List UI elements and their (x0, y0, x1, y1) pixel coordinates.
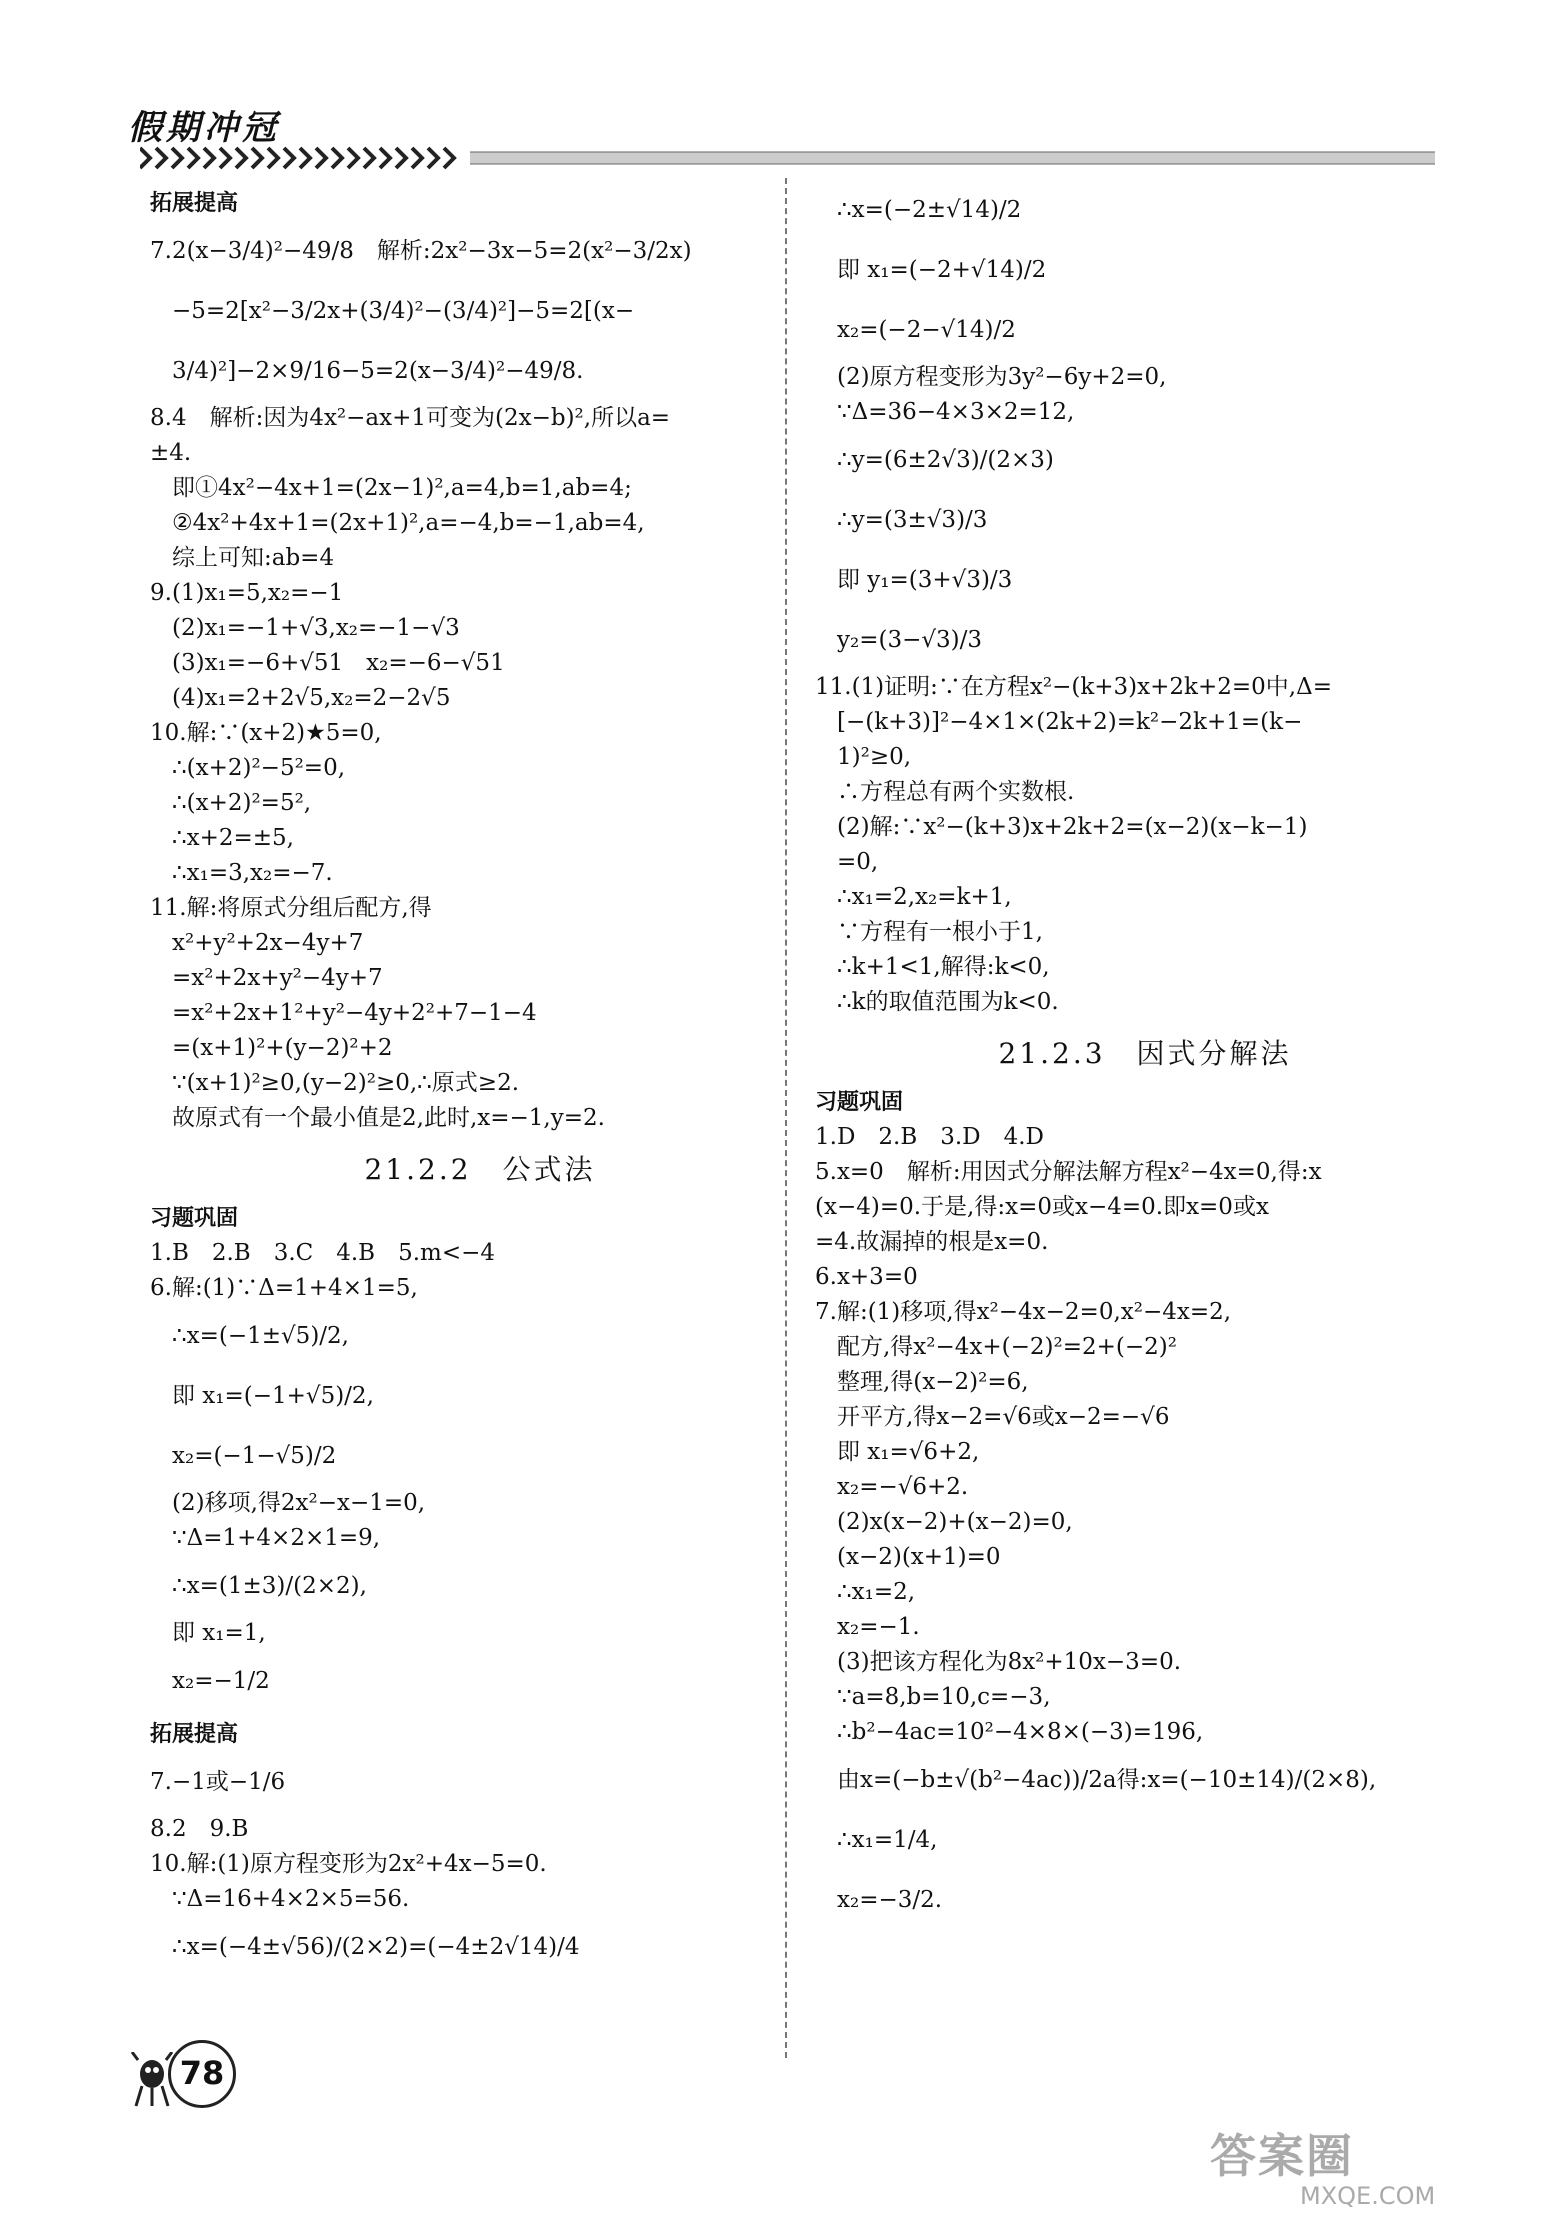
watermark: 答案圈 (1210, 2129, 1354, 2183)
text-line: (2)原方程变形为3y²−6y+2=0, (837, 364, 1167, 390)
text-line: 综上可知:ab=4 (172, 545, 335, 571)
text-line: ∴x=(1±3)/(2×2), (172, 1573, 367, 1599)
text-line: 1.D 2.B 3.D 4.D (815, 1124, 1045, 1150)
text-line: 8.2 9.B (150, 1816, 249, 1842)
text-line: (2)移项,得2x²−x−1=0, (172, 1490, 426, 1516)
text-line: 即 x₁=1, (172, 1620, 266, 1646)
text-line: x₂=−1/2 (172, 1668, 270, 1694)
text-line: y₂=(3−√3)/3 (837, 627, 983, 653)
text-line: 1)²≥0, (837, 744, 912, 770)
text-line: 即 x₁=(−2+√14)/2 (837, 257, 1047, 283)
text-line: 11.(1)证明:∵在方程x²−(k+3)x+2k+2=0中,Δ= (815, 674, 1332, 700)
section-subheading: 拓展提高 (150, 1722, 239, 1747)
text-line: ∴x+2=±5, (172, 825, 294, 851)
text-line: ∴(x+2)²=5², (172, 790, 312, 816)
text-line: ∴x₁=1/4, (837, 1827, 938, 1853)
text-line: 配方,得x²−4x+(−2)²=2+(−2)² (837, 1334, 1177, 1360)
text-line: =4.故漏掉的根是x=0. (815, 1229, 1049, 1255)
header-title: 假期冲冠 (128, 108, 280, 148)
text-line: ∵Δ=16+4×2×5=56. (172, 1886, 410, 1912)
text-line: (4)x₁=2+2√5,x₂=2−2√5 (172, 685, 451, 711)
text-line: =x²+2x+1²+y²−4y+2²+7−1−4 (172, 1000, 537, 1026)
header-decoration-bar (140, 146, 1435, 170)
text-line: ∵(x+1)²≥0,(y−2)²≥0,∴原式≥2. (172, 1070, 520, 1096)
text-line: ∴y=(3±√3)/3 (837, 507, 988, 533)
text-line: 即①4x²−4x+1=(2x−1)²,a=4,b=1,ab=4; (172, 475, 632, 501)
text-line: ∴x=(−4±√56)/(2×2)=(−4±2√14)/4 (172, 1934, 580, 1960)
text-line: ∴k的取值范围为k<0. (837, 989, 1059, 1015)
text-line: 7.2(x−3/4)²−49/8 解析:2x²−3x−5=2(x²−3/2x) (150, 238, 692, 264)
text-line: ∴x=(−1±√5)/2, (172, 1323, 349, 1349)
text-line: −5=2[x²−3/2x+(3/4)²−(3/4)²]−5=2[(x− (172, 298, 635, 324)
text-line: 即 x₁=√6+2, (837, 1439, 980, 1465)
text-line: 7.−1或−1/6 (150, 1769, 286, 1795)
text-line: (2)x₁=−1+√3,x₂=−1−√3 (172, 615, 460, 641)
text-line: 即 x₁=(−1+√5)/2, (172, 1383, 374, 1409)
text-line: x²+y²+2x−4y+7 (172, 930, 364, 956)
text-line: ∵Δ=1+4×2×1=9, (172, 1525, 381, 1551)
text-line: [−(k+3)]²−4×1×(2k+2)=k²−2k+1=(k− (837, 709, 1303, 735)
text-line: x₂=−√6+2. (837, 1474, 969, 1500)
text-line: 11.解:将原式分组后配方,得 (150, 895, 432, 921)
text-line: =0, (837, 849, 879, 875)
text-line: 6.解:(1)∵Δ=1+4×1=5, (150, 1275, 418, 1301)
text-line: 5.x=0 解析:用因式分解法解方程x²−4x=0,得:x (815, 1159, 1322, 1185)
text-line: 8.4 解析:因为4x²−ax+1可变为(2x−b)²,所以a= (150, 405, 671, 431)
text-line: 1.B 2.B 3.C 4.B 5.m<−4 (150, 1240, 496, 1266)
text-line: (2)解:∵x²−(k+3)x+2k+2=(x−2)(x−k−1) (837, 814, 1308, 840)
section-subheading: 习题巩固 (815, 1090, 904, 1115)
text-line: 6.x+3=0 (815, 1264, 918, 1290)
text-line: ∴(x+2)²−5²=0, (172, 755, 346, 781)
text-line: 10.解:∵(x+2)★5=0, (150, 720, 382, 746)
text-line: ②4x²+4x+1=(2x+1)²,a=−4,b=−1,ab=4, (172, 510, 645, 536)
text-line: ±4. (150, 440, 192, 466)
text-line: ∴x₁=2, (837, 1579, 916, 1605)
text-line: ∴方程总有两个实数根. (837, 779, 1075, 805)
section-subheading: 习题巩固 (150, 1206, 239, 1231)
text-line: 由x=(−b±√(b²−4ac))/2a得:x=(−10±14)/(2×8), (837, 1767, 1377, 1793)
section-subheading: 拓展提高 (150, 191, 239, 216)
text-line: 7.解:(1)移项,得x²−4x−2=0,x²−4x=2, (815, 1299, 1232, 1325)
text-line: (x−2)(x+1)=0 (837, 1544, 1001, 1570)
text-line: (3)x₁=−6+√51 x₂=−6−√51 (172, 650, 505, 676)
column-divider (785, 178, 787, 2058)
text-line: 开平方,得x−2=√6或x−2=−√6 (837, 1404, 1170, 1430)
text-line: ∴x₁=2,x₂=k+1, (837, 884, 1012, 910)
text-line: x₂=−1. (837, 1614, 920, 1640)
text-line: 整理,得(x−2)²=6, (837, 1369, 1029, 1395)
watermark-url: MXQE.COM (1300, 2182, 1436, 2210)
text-line: (2)x(x−2)+(x−2)=0, (837, 1509, 1073, 1535)
text-line: =x²+2x+y²−4y+7 (172, 965, 383, 991)
text-line: ∴x₁=3,x₂=−7. (172, 860, 333, 886)
left-column (150, 180, 810, 1977)
text-line: ∴k+1<1,解得:k<0, (837, 954, 1050, 980)
text-line: x₂=−3/2. (837, 1887, 943, 1913)
text-line: ∴y=(6±2√3)/(2×3) (837, 447, 1054, 473)
section-title: 21.2.2 公式法 (364, 1153, 596, 1186)
text-line: ∵Δ=36−4×3×2=12, (837, 399, 1075, 425)
text-line: 10.解:(1)原方程变形为2x²+4x−5=0. (150, 1851, 547, 1877)
text-line: 故原式有一个最小值是2,此时,x=−1,y=2. (172, 1105, 605, 1131)
text-line: 即 y₁=(3+√3)/3 (837, 567, 1013, 593)
text-line: =(x+1)²+(y−2)²+2 (172, 1035, 393, 1061)
text-line: ∵方程有一根小于1, (837, 919, 1043, 945)
section-title: 21.2.3 因式分解法 (998, 1037, 1292, 1070)
text-line: 3/4)²]−2×9/16−5=2(x−3/4)²−49/8. (172, 358, 584, 384)
text-line: x₂=(−2−√14)/2 (837, 317, 1016, 343)
text-line: (x−4)=0.于是,得:x=0或x−4=0.即x=0或x (815, 1194, 1269, 1220)
text-line: (3)把该方程化为8x²+10x−3=0. (837, 1649, 1182, 1675)
text-line: 9.(1)x₁=5,x₂=−1 (150, 580, 344, 606)
text-line: ∵a=8,b=10,c=−3, (837, 1684, 1051, 1710)
right-column (815, 180, 1475, 1930)
text-line: ∴x=(−2±√14)/2 (837, 197, 1022, 223)
text-line: ∴b²−4ac=10²−4×8×(−3)=196, (837, 1719, 1204, 1745)
page-number: 78 (168, 2040, 236, 2108)
text-line: x₂=(−1−√5)/2 (172, 1443, 337, 1469)
